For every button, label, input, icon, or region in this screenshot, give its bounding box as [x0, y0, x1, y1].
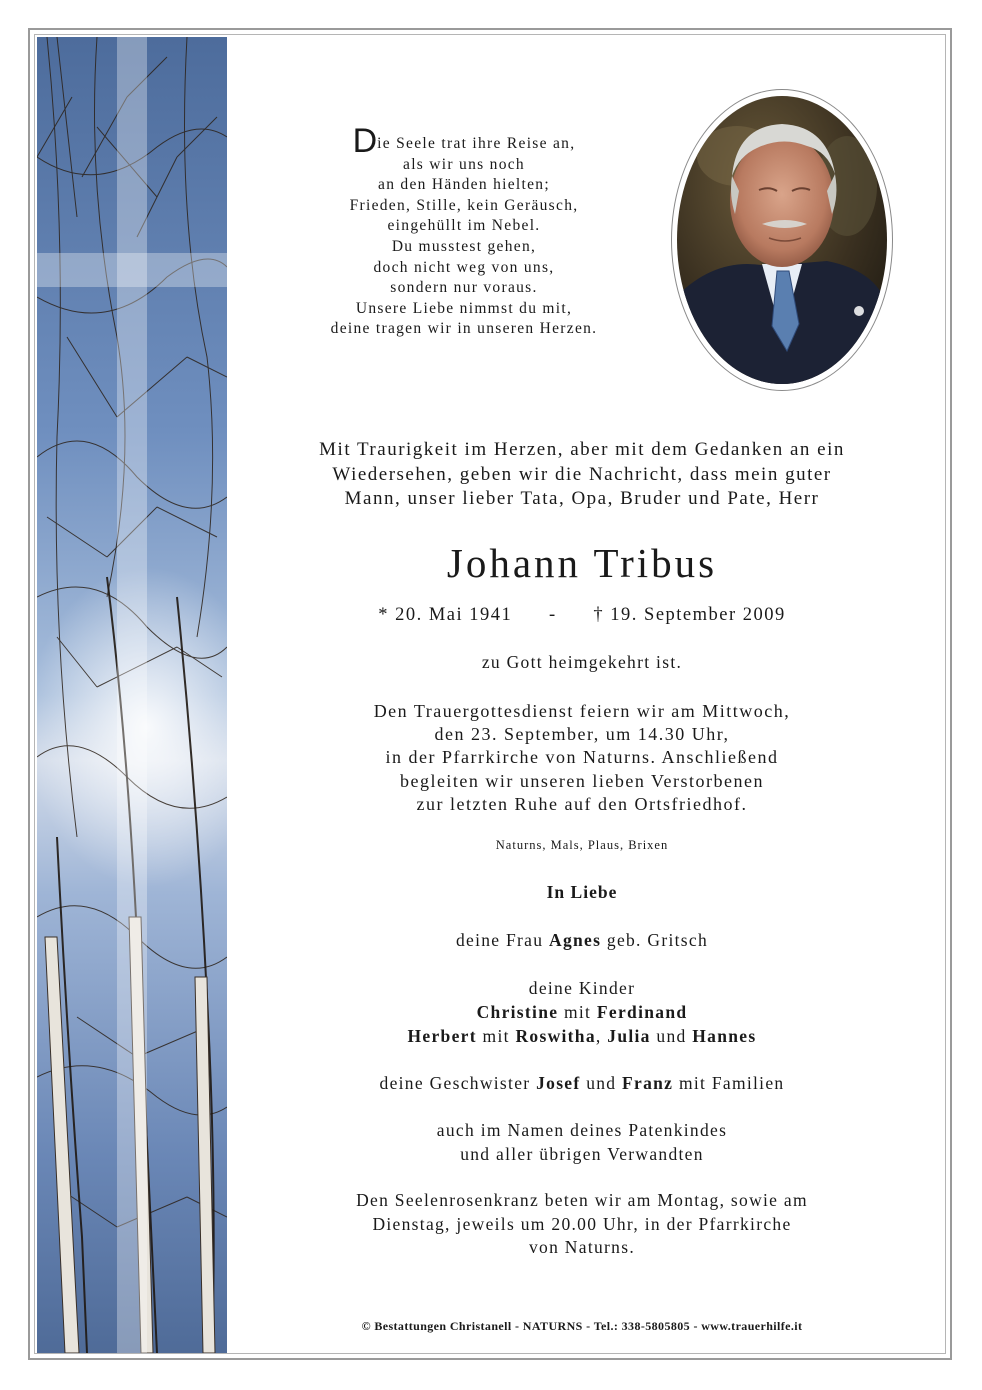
poem-line-8: sondern nur voraus. [390, 279, 538, 297]
in-love-heading: In Liebe [546, 882, 618, 902]
wife-name: Agnes [549, 930, 602, 950]
children-line-1 [262, 1000, 902, 1024]
service-line-5: zur letzten Ruhe auf den Ortsfriedhof. [416, 793, 748, 814]
child-name: Christine [476, 1002, 559, 1022]
returned-to-god-text: zu Gott heimgekehrt ist. [481, 652, 683, 672]
godchild-line-2: und aller übrigen Verwandten [460, 1143, 704, 1164]
poem-line-1-text: ie Seele trat ihre Reise an, [377, 135, 576, 152]
poem-line-9: Unsere Liebe nimmst du mit, [355, 299, 573, 317]
poem-drop-cap: D [352, 122, 378, 160]
portrait-photo [677, 96, 887, 384]
service-line-3: in der Pfarrkirche von Naturns. Anschließend [385, 747, 779, 768]
rosary-line-2: Dienstag, jeweils um 20.00 Uhr, in der Pfarrkirche [372, 1213, 792, 1234]
poem-line-1 [262, 122, 666, 160]
funeral-service-info [262, 700, 902, 816]
connector-text: und [656, 1026, 687, 1046]
poem-line-6: Du musstest gehen, [391, 237, 537, 255]
service-line-4: begleiten wir unseren lieben Verstorbenen [399, 770, 765, 791]
memorial-poem [262, 122, 666, 340]
announcement-intro [262, 438, 902, 512]
children-line-2 [262, 1024, 902, 1048]
connector-text: mit [482, 1026, 510, 1046]
partner-name: Roswitha [515, 1026, 596, 1046]
rosary-info [262, 1189, 902, 1260]
intro-line-1: Mit Traurigkeit im Herzen, aber mit dem Gedanken an ein [319, 439, 845, 460]
wife-prefix: deine Frau [455, 930, 544, 950]
wife-line [262, 928, 902, 952]
places-list: Naturns, Mals, Plaus, Brixen [495, 838, 669, 852]
poem-line-7: doch nicht weg von uns, [373, 258, 555, 276]
children-block [262, 976, 902, 1048]
service-line-2: den 23. September, um 14.30 Uhr, [434, 724, 730, 745]
birch-trees-cross-image [37, 37, 227, 1353]
poem-line-5: eingehüllt im Nebel. [387, 217, 541, 235]
siblings-line [262, 1071, 902, 1095]
godchild-line-1: auch im Namen deines Patenkindes [436, 1120, 728, 1140]
sibling-name: Franz [622, 1073, 674, 1093]
siblings-prefix: deine Geschwister [379, 1073, 531, 1093]
poem-line-3: an den Händen hielten; [378, 176, 550, 194]
sibling-name: Josef [536, 1073, 581, 1093]
intro-line-3: Mann, unser lieber Tata, Opa, Bruder und Pate, Herr [344, 488, 820, 509]
deceased-name: Johann Tribus [446, 540, 718, 586]
separator-text: , [595, 1026, 602, 1046]
grandchild-name: Julia [607, 1026, 651, 1046]
wife-suffix: geb. Gritsch [606, 930, 709, 950]
poem-line-10: deine tragen wir in unseren Herzen. [330, 320, 598, 338]
connector-text: und [586, 1073, 617, 1093]
funeral-home-footer: © Bestattungen Christanell - NATURNS - Tel.: 338-5805805 - www.trauerhilfe.it [361, 1319, 803, 1333]
intro-line-2: Wiedersehen, geben wir die Nachricht, dass mein guter [332, 463, 832, 485]
grandchild-name: Hannes [692, 1026, 757, 1046]
service-line-1: Den Trauergottesdienst feiern wir am Mittwoch, [373, 701, 791, 721]
rosary-line-1: Den Seelenrosenkranz beten wir am Montag, sowie am [356, 1190, 808, 1210]
siblings-suffix: mit Familien [678, 1073, 785, 1093]
partner-name: Ferdinand [596, 1002, 688, 1022]
child-name: Herbert [407, 1026, 477, 1046]
poem-line-4: Frieden, Stille, kein Geräusch, [349, 196, 579, 214]
children-heading: deine Kinder [528, 978, 636, 998]
godchild-block [262, 1119, 902, 1166]
poem-line-2: als wir uns noch [403, 155, 525, 173]
life-dates: * 20. Mai 1941 - † 19. September 2009 [378, 605, 786, 625]
connector-text: mit [563, 1002, 592, 1022]
rosary-line-3: von Naturns. [528, 1237, 635, 1257]
